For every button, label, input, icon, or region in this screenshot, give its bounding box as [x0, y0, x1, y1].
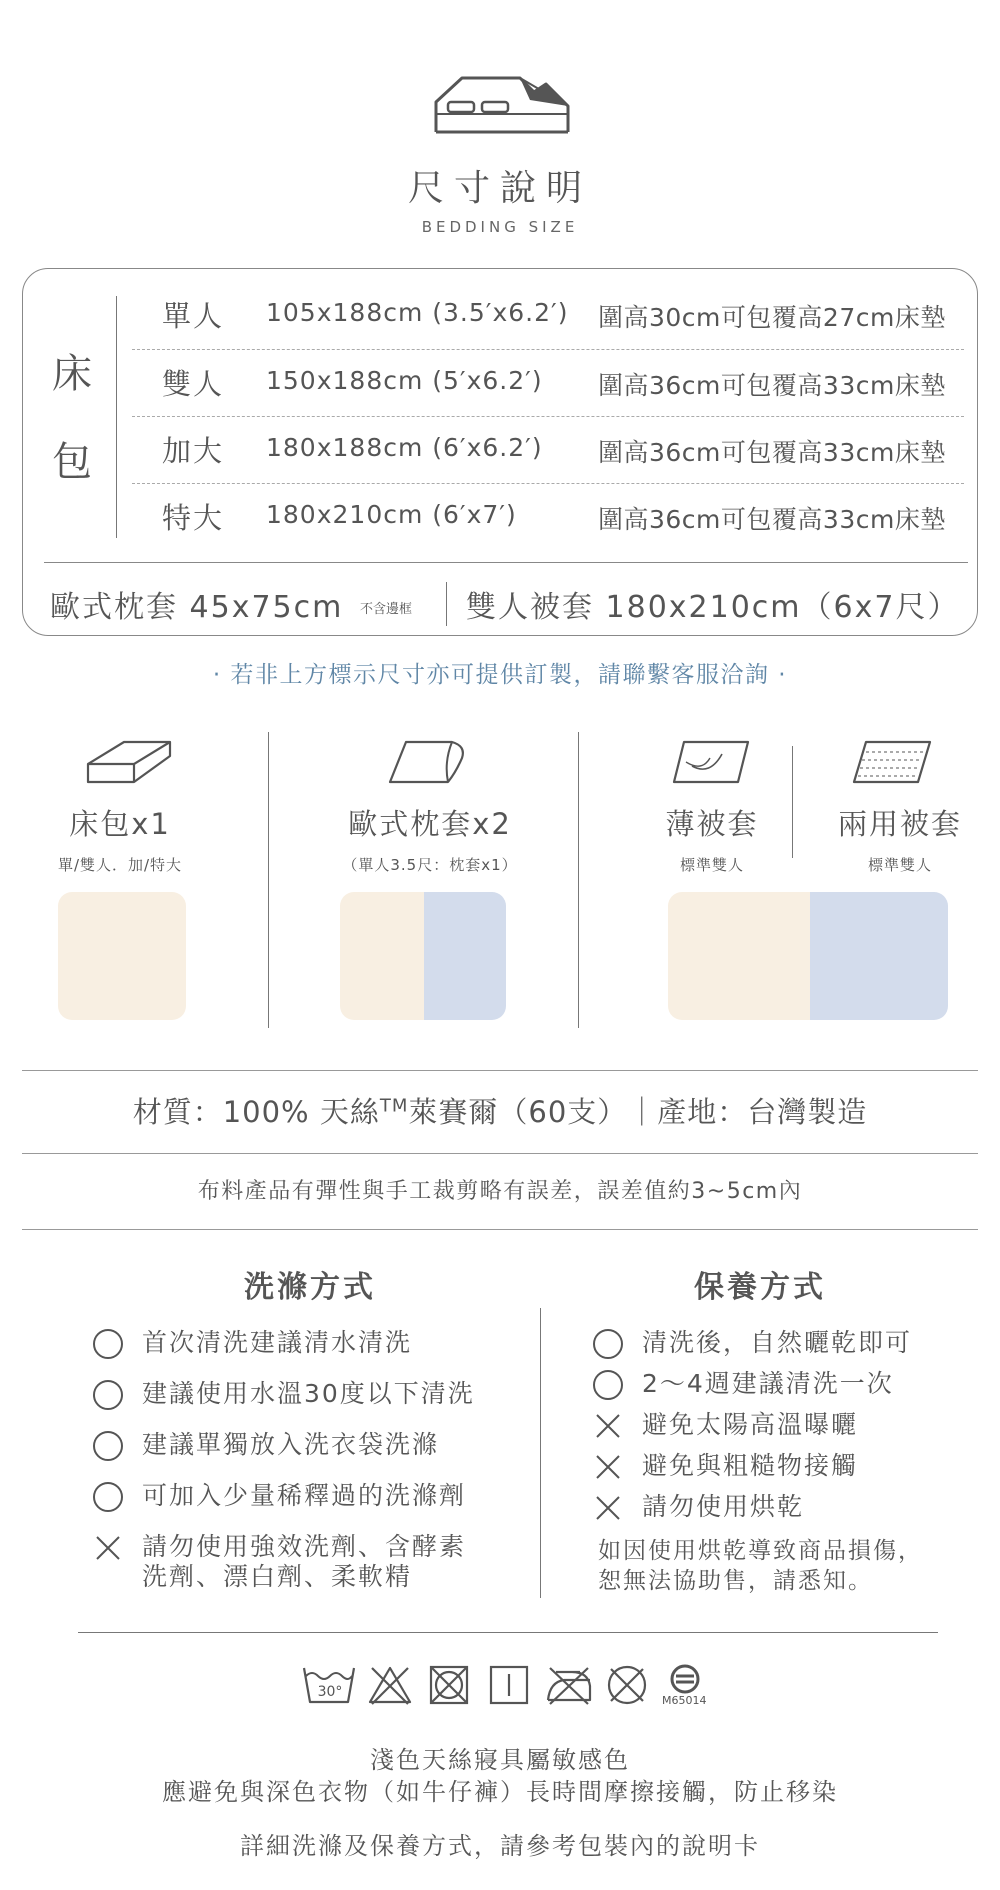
circle-mark-icon	[592, 1328, 624, 1360]
section-divider	[78, 1632, 938, 1633]
material-info	[0, 1090, 1000, 1131]
size-row-note: 圍高36cm可包覆高33cm床墊	[598, 438, 946, 467]
list-item-text: 首次清洗建議清水清洗	[142, 1328, 413, 1357]
size-row-dimensions: 180x210cm (6′x7′)	[266, 500, 517, 529]
color-swatch-pair	[668, 892, 948, 1020]
fitted-sheet-icon	[84, 738, 174, 786]
circle-mark-icon	[92, 1379, 124, 1411]
row-divider	[132, 416, 964, 417]
footer-line1: 淺色天絲寢具屬敏感色	[370, 1746, 630, 1774]
line-dry-icon	[488, 1664, 530, 1706]
section-divider	[22, 1229, 978, 1230]
product-name-fitted-sheet: 床包x1	[69, 807, 171, 841]
size-row-label: 單人	[162, 299, 225, 333]
thin-duvet-icon	[670, 738, 752, 786]
list-item-text: 請勿使用烘乾	[642, 1492, 805, 1521]
color-swatch-blue	[810, 892, 948, 1020]
care-note-line2: 恕無法協助售，請悉知。	[598, 1568, 873, 1594]
group-divider	[116, 296, 117, 538]
product-name-quilted-duvet: 兩用被套	[837, 807, 962, 841]
size-row-note: 圍高36cm可包覆高33cm床墊	[598, 371, 946, 400]
product-name-pillowcase: 歐式枕套x2	[348, 807, 512, 841]
circle-mark-icon	[92, 1481, 124, 1513]
quilted-duvet-icon	[850, 738, 934, 786]
no-iron-icon	[544, 1664, 594, 1706]
size-row-label: 雙人	[162, 367, 225, 401]
size-row-dimensions: 180x188cm (6′x6.2′)	[266, 433, 543, 462]
wash-temp-label: 30°	[317, 1684, 343, 1700]
size-row-label: 加大	[162, 434, 225, 468]
list-item-text: 避免太陽高溫曝曬	[642, 1410, 859, 1439]
pillowcase-icon	[382, 738, 468, 786]
product-divider	[792, 746, 793, 858]
no-dry-clean-icon	[606, 1664, 648, 1706]
certification-icon	[668, 1664, 702, 1694]
color-swatch-cream	[340, 892, 424, 1020]
size-bottom-divider	[446, 582, 447, 626]
circle-mark-icon	[92, 1430, 124, 1462]
material-suffix: 萊賽爾（60支）｜產地：台灣製造	[408, 1095, 868, 1129]
size-table-divider	[44, 562, 968, 563]
list-item-text: 清洗後，自然曬乾即可	[642, 1328, 913, 1357]
list-item-text: 請勿使用強效洗劑、含酵素	[142, 1532, 467, 1561]
care-note-line1: 如因使用烘乾導致商品損傷，	[598, 1538, 923, 1564]
product-sub-pillowcase: （單人3.5尺：枕套x1）	[342, 856, 518, 874]
cross-mark-icon	[92, 1532, 124, 1564]
cross-mark-icon	[592, 1410, 624, 1442]
duvet-size: 雙人被套 180x210cm（6x7尺）	[466, 590, 960, 625]
cross-mark-icon	[592, 1492, 624, 1524]
color-swatch-cream	[668, 892, 810, 1020]
section-divider	[22, 1070, 978, 1071]
list-item-text-cont: 洗劑、漂白劑、柔軟精	[142, 1562, 413, 1591]
product-sub-thin-duvet: 標準雙人	[679, 856, 744, 874]
section-divider	[22, 1153, 978, 1154]
color-swatch-pair	[340, 892, 506, 1020]
row-divider	[132, 483, 964, 484]
pillowcase-size-note: 不含邊框	[360, 602, 413, 617]
care-divider	[540, 1308, 541, 1598]
product-divider	[268, 732, 269, 1028]
list-item-text: 可加入少量稀釋過的洗滌劑	[142, 1481, 467, 1510]
list-item-text: 建議使用水溫30度以下清洗	[142, 1379, 475, 1408]
product-sub-quilted-duvet: 標準雙人	[867, 856, 932, 874]
care-title: 保養方式	[694, 1270, 826, 1305]
page-title: 尺寸說明	[407, 168, 592, 209]
certification-code: M65014	[662, 1694, 707, 1707]
tolerance-note: 布料產品有彈性與手工裁剪略有誤差，誤差值約3~5cm內	[197, 1179, 803, 1204]
footer-line2: 應避免與深色衣物（如牛仔褲）長時間摩擦接觸，防止移染	[162, 1778, 838, 1806]
group-label-bottom: 包	[52, 439, 92, 485]
material-prefix: 材質：100% 天絲	[132, 1095, 380, 1129]
no-bleach-icon	[366, 1664, 414, 1706]
product-divider	[578, 732, 579, 1028]
size-row-label: 特大	[162, 501, 225, 535]
row-divider	[132, 349, 964, 350]
pillowcase-size: 歐式枕套 45x75cm	[50, 590, 344, 625]
footer-line3: 詳細洗滌及保養方式，請參考包裝內的說明卡	[240, 1832, 760, 1860]
no-tumble-dry-icon	[428, 1664, 470, 1706]
circle-mark-icon	[92, 1328, 124, 1360]
size-row-dimensions: 105x188cm (3.5′x6.2′)	[266, 298, 569, 327]
list-item-text: 建議單獨放入洗衣袋洗滌	[142, 1430, 440, 1459]
product-name-thin-duvet: 薄被套	[665, 807, 759, 841]
size-row-dimensions: 150x188cm (5′x6.2′)	[266, 366, 543, 395]
group-label-top: 床	[52, 351, 92, 397]
size-row-note: 圍高30cm可包覆高27cm床墊	[598, 303, 946, 332]
bed-icon	[434, 74, 570, 136]
color-swatch-blue	[424, 892, 506, 1020]
page-subtitle: BEDDING SIZE	[421, 218, 579, 236]
custom-order-note: · 若非上方標示尺寸亦可提供訂製，請聯繫客服洽詢 ·	[212, 662, 788, 688]
size-row-note: 圍高36cm可包覆高33cm床墊	[598, 505, 946, 534]
washing-title: 洗滌方式	[244, 1270, 376, 1305]
circle-mark-icon	[592, 1369, 624, 1401]
list-item-text: 避免與粗糙物接觸	[642, 1451, 859, 1480]
product-sub-fitted-sheet: 單/雙人．加/特大	[57, 856, 183, 874]
trademark-mark: TM	[379, 1095, 409, 1117]
color-swatch-cream	[58, 892, 186, 1020]
list-item-text: 2～4週建議清洗一次	[642, 1369, 894, 1398]
cross-mark-icon	[592, 1451, 624, 1483]
